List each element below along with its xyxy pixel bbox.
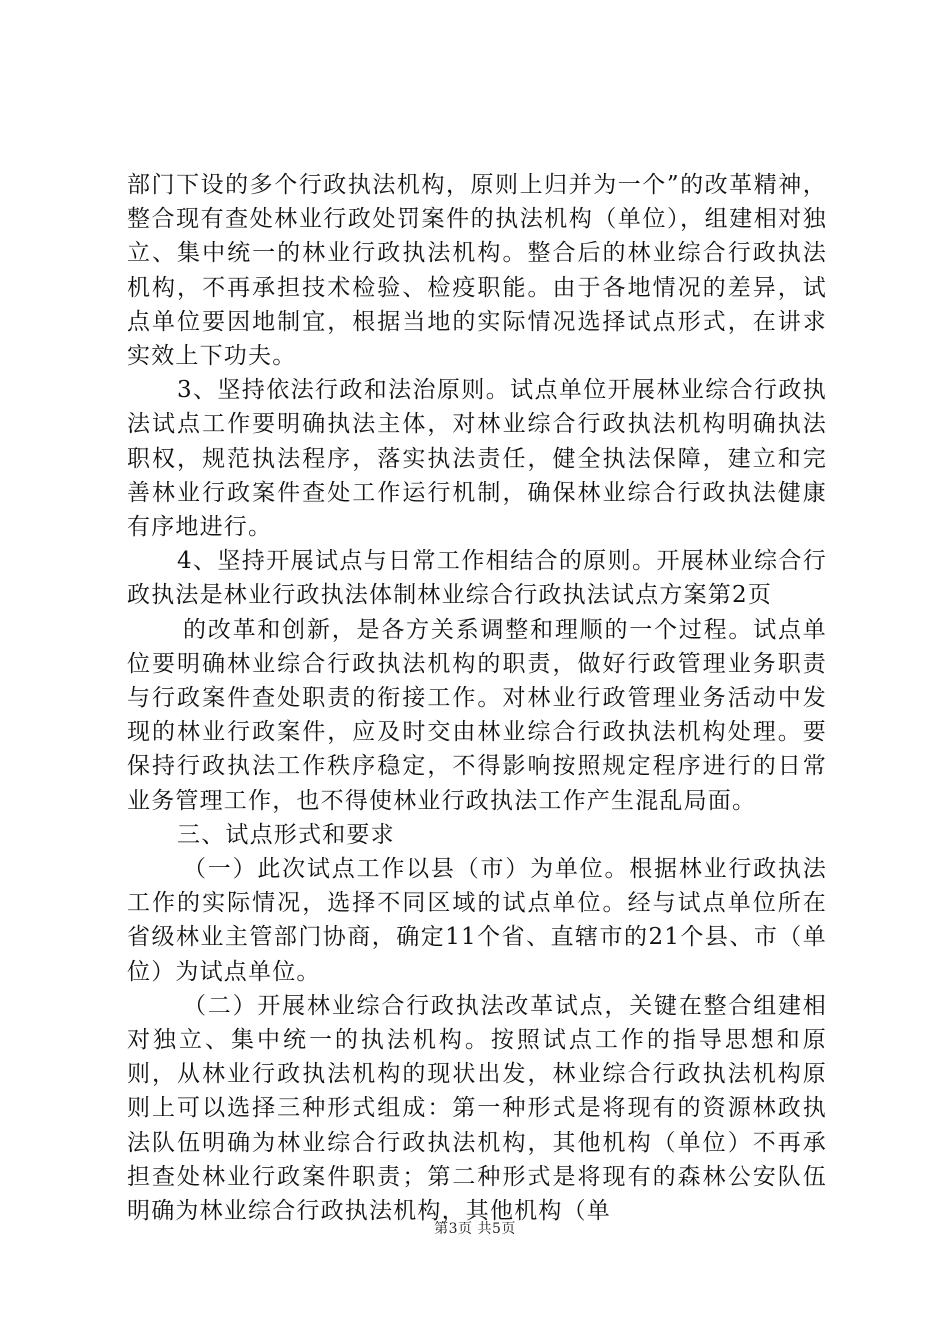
paragraph-principle-3: 3、坚持依法行政和法治原则。试点单位开展林业综合行政执法试点工作要明确执法主体，对林业综合行政执法机构明确执法职权，规范执法程序，落实执法责任，健全执法保障，建立和完善林业行政案件查处工作运行机制，确保林业综合行政执法健康有序地进行。 (127, 377, 827, 541)
page-footer: 第3页 共5页 (434, 1221, 516, 1237)
document-body (127, 168, 827, 1228)
paragraph-pilot-item-2: （二）开展林业综合行政执法改革试点，关键在整合组建相对独立、集中统一的执法机构。按照试点工作的指导思想和原则，从林业行政执法机构的现状出发，林业综合行政执法机构原则上可以选择三种形式组成：第一种形式是将现有的资源林政执法队伍明确为林业综合行政执法机构，其他机构（单位）不再承担查处林业行政案件职责；第二种形式是将现有的森林公安队伍明确为林业综合行政执法机构，其他机构（单 (127, 992, 827, 1225)
paragraph-reform-innovation: 的改革和创新，是各方关系调整和理顺的一个过程。试点单位要明确林业综合行政执法机构的职责，做好行政管理业务职责与行政案件查处职责的衔接工作。对林业行政管理业务活动中发现的林业行政案件，应及时交由林业综合行政执法机构处理。要保持行政执法工作秩序稳定，不得影响按照规定程序进行的日常业务管理工作，也不得使林业行政执法工作产生混乱局面。 (127, 616, 827, 814)
paragraph-principle-4: 4、坚持开展试点与日常工作相结合的原则。开展林业综合行政执法是林业行政执法体制林业综合行政执法试点方案第2页 (127, 548, 827, 609)
section-heading-pilot-forms: 三、试点形式和要求 (177, 821, 395, 848)
paragraph-pilot-item-1: （一）此次试点工作以县（市）为单位。根据林业行政执法工作的实际情况，选择不同区域的试点单位。经与试点单位所在省级林业主管部门协商，确定11个省、直辖市的21个县、市（单位）为试点单位。 (127, 856, 827, 985)
paragraph-reform-spirit: 部门下设的多个行政执法机构，原则上归并为一个”的改革精神，整合现有查处林业行政处罚案件的执法机构（单位），组建相对独立、集中统一的林业行政执法机构。整合后的林业综合行政执法机构，不再承担技术检验、检疫职能。由于各地情况的差异，试点单位要因地制宜，根据当地的实际情况选择试点形式，在讲求实效上下功夫。 (127, 172, 827, 370)
